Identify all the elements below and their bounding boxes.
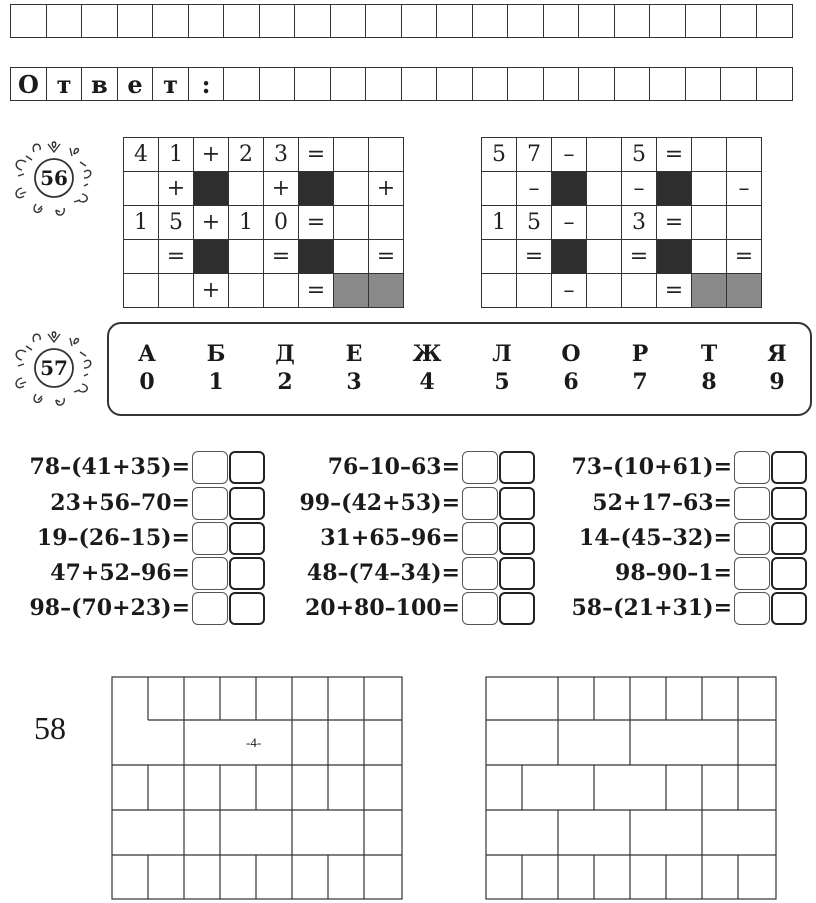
- answer-box-tens[interactable]: [192, 487, 228, 520]
- cipher-key-box: [107, 322, 812, 416]
- cipher-digit: 2: [277, 369, 293, 395]
- answer-box-tens[interactable]: [192, 592, 228, 625]
- answer-cell[interactable]: [401, 4, 438, 38]
- cipher-digit: 9: [769, 369, 785, 395]
- grid-cell: +: [194, 138, 229, 172]
- grid-cell: +: [369, 172, 404, 206]
- answer-box-units[interactable]: [229, 522, 265, 555]
- page-number: -4-: [246, 735, 262, 750]
- cipher-pair: [407, 340, 447, 396]
- task-58-right-figure: [484, 675, 780, 901]
- answer-box-tens[interactable]: [192, 451, 228, 484]
- cipher-letter: Л: [492, 341, 512, 367]
- answer-cell[interactable]: [294, 4, 331, 38]
- empty-grid-cell[interactable]: [334, 240, 369, 274]
- grid-cell: 1: [229, 206, 264, 240]
- answer-cell[interactable]: [223, 4, 260, 38]
- grid-cell: +: [194, 274, 229, 308]
- grid-cell: =: [369, 240, 404, 274]
- empty-grid-cell[interactable]: [124, 274, 159, 308]
- shaded-cell: [657, 240, 692, 274]
- answer-box-tens[interactable]: [192, 522, 228, 555]
- answer-cell[interactable]: [685, 4, 722, 38]
- answer-cell[interactable]: [543, 4, 580, 38]
- answer-box-units[interactable]: [771, 451, 807, 484]
- grid-cell: =: [517, 240, 552, 274]
- cipher-letter: Б: [206, 341, 226, 367]
- answer-cell[interactable]: [720, 4, 757, 38]
- empty-grid-cell[interactable]: [264, 274, 299, 308]
- answer-label-cell: т: [46, 67, 83, 101]
- cipher-pair: [334, 340, 374, 396]
- grid-cell: –: [552, 206, 587, 240]
- answer-cell[interactable]: [472, 67, 509, 101]
- empty-grid-cell[interactable]: [587, 240, 622, 274]
- answer-cell[interactable]: [259, 67, 296, 101]
- grid-cell: 2: [229, 138, 264, 172]
- grid-cell: +: [264, 172, 299, 206]
- empty-grid-cell[interactable]: [727, 138, 762, 172]
- empty-grid-cell[interactable]: [124, 172, 159, 206]
- answer-cell[interactable]: [649, 4, 686, 38]
- empty-grid-cell[interactable]: [727, 206, 762, 240]
- cipher-digit: 6: [563, 369, 579, 395]
- grid-cell: 5: [482, 138, 517, 172]
- grid-cell: –: [622, 172, 657, 206]
- grid-cell: =: [299, 274, 334, 308]
- answer-box-units[interactable]: [771, 487, 807, 520]
- answer-box-tens[interactable]: [192, 557, 228, 590]
- grid-cell: =: [657, 206, 692, 240]
- shaded-cell: [552, 240, 587, 274]
- cipher-pair: [482, 340, 522, 396]
- answer-box-tens[interactable]: [462, 451, 498, 484]
- grid-cell: =: [159, 240, 194, 274]
- cipher-digit: 5: [494, 369, 510, 395]
- shaded-cell: [552, 172, 587, 206]
- answer-cell[interactable]: [578, 4, 615, 38]
- grid-cell: 5: [517, 206, 552, 240]
- empty-grid-cell[interactable]: [229, 172, 264, 206]
- answer-box-tens[interactable]: [734, 487, 770, 520]
- answer-cell[interactable]: [81, 4, 118, 38]
- answer-box-tens[interactable]: [734, 557, 770, 590]
- answer-box-units[interactable]: [771, 522, 807, 555]
- grid-cell: 5: [622, 138, 657, 172]
- cipher-letter: Я: [767, 341, 787, 367]
- answer-box-units[interactable]: [229, 451, 265, 484]
- task-56-number: 56: [40, 166, 68, 190]
- answer-cell[interactable]: [152, 4, 189, 38]
- answer-label-cell: О: [10, 67, 47, 101]
- cipher-letter: Р: [631, 341, 649, 367]
- equation: 78–(41+35)=: [29, 454, 190, 480]
- answer-box-tens[interactable]: [734, 522, 770, 555]
- answer-label-cell: :: [188, 67, 225, 101]
- empty-grid-cell[interactable]: [369, 138, 404, 172]
- empty-grid-cell[interactable]: [124, 240, 159, 274]
- cipher-pair: [127, 340, 167, 396]
- grid-cell: 3: [264, 138, 299, 172]
- answer-cell[interactable]: [294, 67, 331, 101]
- cipher-digit: 0: [139, 369, 155, 395]
- cipher-pair: [265, 340, 305, 396]
- grey-cell: [369, 274, 404, 308]
- empty-grid-cell[interactable]: [587, 138, 622, 172]
- grid-cell: 5: [159, 206, 194, 240]
- grid-cell: 1: [124, 206, 159, 240]
- equation: 19–(26–15)=: [36, 525, 190, 551]
- cipher-pair: [689, 340, 729, 396]
- cipher-digit: 7: [632, 369, 648, 395]
- task-58-number: 58: [34, 710, 66, 746]
- shaded-cell: [299, 240, 334, 274]
- grey-cell: [727, 274, 762, 308]
- cipher-letter: А: [138, 341, 156, 367]
- answer-cell[interactable]: [685, 67, 722, 101]
- grid-cell: =: [264, 240, 299, 274]
- answer-box-units[interactable]: [499, 487, 535, 520]
- grid-cell: =: [727, 240, 762, 274]
- task-57-badge: [8, 330, 100, 406]
- empty-grid-cell[interactable]: [482, 240, 517, 274]
- answer-cell[interactable]: [472, 4, 509, 38]
- task-57-number: 57: [40, 356, 68, 380]
- cipher-pair: [196, 340, 236, 396]
- answer-cell[interactable]: [507, 4, 544, 38]
- grid-cell: =: [657, 274, 692, 308]
- empty-grid-cell[interactable]: [622, 274, 657, 308]
- answer-cell[interactable]: [436, 4, 473, 38]
- task-58-left-figure: [110, 675, 406, 901]
- answer-box-units[interactable]: [771, 592, 807, 625]
- cipher-letter: О: [561, 341, 581, 367]
- equation: 14–(45–32)=: [578, 525, 732, 551]
- grid-cell: =: [657, 138, 692, 172]
- answer-cell[interactable]: [720, 67, 757, 101]
- grid-cell: +: [194, 206, 229, 240]
- cipher-letter: Д: [275, 341, 295, 367]
- grid-cell: 1: [159, 138, 194, 172]
- answer-cell[interactable]: [614, 4, 651, 38]
- answer-box-units[interactable]: [499, 557, 535, 590]
- grey-cell: [334, 274, 369, 308]
- equation: 98–90–1=: [615, 560, 732, 586]
- cipher-letter: Т: [700, 341, 718, 367]
- cipher-digit: 4: [419, 369, 435, 395]
- empty-grid-cell[interactable]: [229, 274, 264, 308]
- answer-cell[interactable]: [330, 4, 367, 38]
- shaded-cell: [194, 240, 229, 274]
- empty-grid-cell[interactable]: [692, 240, 727, 274]
- answer-box-units[interactable]: [229, 487, 265, 520]
- grid-cell: =: [299, 138, 334, 172]
- cipher-pair: [620, 340, 660, 396]
- answer-box-units[interactable]: [229, 592, 265, 625]
- answer-box-units[interactable]: [771, 557, 807, 590]
- task-56-left-puzzle-grid: [123, 137, 404, 308]
- empty-grid-cell[interactable]: [229, 240, 264, 274]
- grid-cell: 7: [517, 138, 552, 172]
- cipher-letter: Ж: [412, 341, 442, 367]
- answer-cell[interactable]: [756, 4, 793, 38]
- answer-box-units[interactable]: [499, 522, 535, 555]
- equation: 99–(42+53)=: [299, 490, 460, 516]
- empty-grid-cell[interactable]: [334, 138, 369, 172]
- answer-label-cell: т: [152, 67, 189, 101]
- grid-cell: –: [552, 138, 587, 172]
- answer-cell[interactable]: [188, 4, 225, 38]
- answer-box-tens[interactable]: [462, 557, 498, 590]
- grid-cell: 4: [124, 138, 159, 172]
- empty-grid-cell[interactable]: [587, 274, 622, 308]
- answer-label-cell: е: [117, 67, 154, 101]
- answer-box-tens[interactable]: [734, 451, 770, 484]
- cipher-digit: 3: [346, 369, 362, 395]
- answer-box-tens[interactable]: [734, 592, 770, 625]
- answer-cell[interactable]: [10, 4, 47, 38]
- cipher-pair: [757, 340, 797, 396]
- grid-cell: –: [727, 172, 762, 206]
- answer-cell[interactable]: [578, 67, 615, 101]
- grid-cell: +: [159, 172, 194, 206]
- grey-cell: [692, 274, 727, 308]
- cipher-letter: Е: [345, 341, 363, 367]
- empty-grid-cell[interactable]: [692, 172, 727, 206]
- empty-grid-cell[interactable]: [482, 274, 517, 308]
- answer-cell[interactable]: [507, 67, 544, 101]
- answer-box-tens[interactable]: [462, 592, 498, 625]
- equation: 20+80–100=: [304, 595, 460, 621]
- empty-grid-cell[interactable]: [369, 206, 404, 240]
- shaded-cell: [299, 172, 334, 206]
- empty-grid-cell[interactable]: [692, 206, 727, 240]
- answer-cell[interactable]: [46, 4, 83, 38]
- grid-cell: =: [299, 206, 334, 240]
- empty-grid-cell[interactable]: [587, 206, 622, 240]
- answer-box-units[interactable]: [499, 451, 535, 484]
- equation: 52+17–63=: [592, 490, 732, 516]
- grid-cell: –: [517, 172, 552, 206]
- answer-cell[interactable]: [330, 67, 367, 101]
- empty-grid-cell[interactable]: [159, 274, 194, 308]
- answer-cell[interactable]: [649, 67, 686, 101]
- empty-grid-cell[interactable]: [334, 206, 369, 240]
- shaded-cell: [657, 172, 692, 206]
- equation: 73–(10+61)=: [571, 454, 732, 480]
- answer-cell[interactable]: [756, 67, 793, 101]
- equation: 23+56–70=: [50, 490, 190, 516]
- equation: 76–10–63=: [327, 454, 460, 480]
- answer-cell[interactable]: [223, 67, 260, 101]
- answer-row: [10, 67, 791, 101]
- answer-cell[interactable]: [365, 4, 402, 38]
- cipher-digit: 8: [701, 369, 717, 395]
- grid-cell: =: [622, 240, 657, 274]
- equation: 98–(70+23)=: [29, 595, 190, 621]
- grid-cell: 1: [482, 206, 517, 240]
- answer-cell[interactable]: [259, 4, 296, 38]
- empty-grid-cell[interactable]: [334, 172, 369, 206]
- top-cell-row: [10, 4, 791, 38]
- grid-cell: 0: [264, 206, 299, 240]
- equation: 47+52–96=: [50, 560, 190, 586]
- answer-box-units[interactable]: [229, 557, 265, 590]
- answer-cell[interactable]: [365, 67, 402, 101]
- answer-cell[interactable]: [614, 67, 651, 101]
- answer-cell[interactable]: [436, 67, 473, 101]
- task-56-badge: [8, 140, 100, 216]
- answer-label-cell: в: [81, 67, 118, 101]
- empty-grid-cell[interactable]: [482, 172, 517, 206]
- cipher-pair: [551, 340, 591, 396]
- empty-grid-cell[interactable]: [517, 274, 552, 308]
- shaded-cell: [194, 172, 229, 206]
- cipher-digit: 1: [208, 369, 224, 395]
- answer-box-tens[interactable]: [462, 487, 498, 520]
- answer-cell[interactable]: [543, 67, 580, 101]
- answer-cell[interactable]: [401, 67, 438, 101]
- equation: 58–(21+31)=: [571, 595, 732, 621]
- equation: 31+65–96=: [320, 525, 460, 551]
- answer-box-tens[interactable]: [462, 522, 498, 555]
- equation: 48–(74–34)=: [306, 560, 460, 586]
- task-56-right-puzzle-grid: [481, 137, 762, 308]
- grid-cell: –: [552, 274, 587, 308]
- answer-box-units[interactable]: [499, 592, 535, 625]
- grid-cell: 3: [622, 206, 657, 240]
- empty-grid-cell[interactable]: [587, 172, 622, 206]
- answer-cell[interactable]: [117, 4, 154, 38]
- empty-grid-cell[interactable]: [692, 138, 727, 172]
